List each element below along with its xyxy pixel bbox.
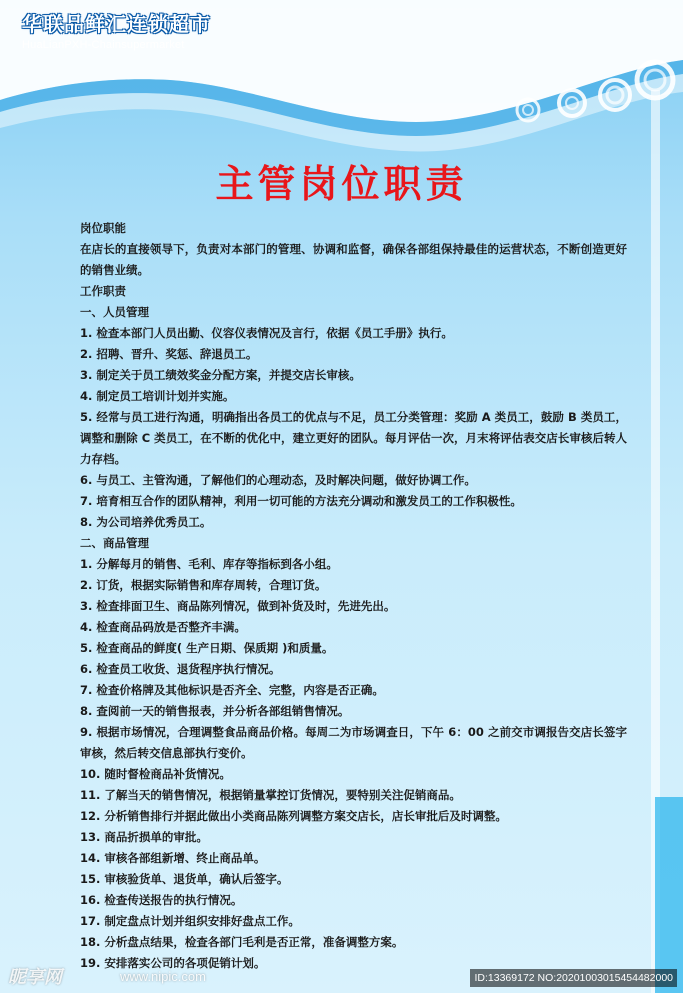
document-body bbox=[57, 218, 627, 974]
section-heading-personnel: 一、人员管理 bbox=[80, 305, 149, 319]
watermark-logo: 昵享网 bbox=[8, 967, 62, 988]
brand-name-cn: 华联品鲜汇连锁超市 bbox=[22, 12, 211, 36]
list-item: 4. 制定员工培训计划并实施。 bbox=[80, 389, 235, 403]
list-item: 14. 审核各部组新增、终止商品单。 bbox=[80, 851, 266, 865]
list-item: 12. 分析销售排行并据此做出小类商品陈列调整方案交店长，店长审批后及时调整。 bbox=[80, 809, 507, 823]
list-item: 9. 根据市场情况，合理调整食品商品价格。每周二为市场调查日，下午 6：00 之前交市调报告交店长签字审核，然后转交信息部执行变价。 bbox=[80, 725, 627, 760]
duties-heading: 工作职责 bbox=[80, 284, 126, 298]
list-item: 5. 检查商品的鲜度( 生产日期、保质期 )和质量。 bbox=[80, 641, 334, 655]
role-heading: 岗位职能 bbox=[80, 221, 126, 235]
list-item: 10. 随时督检商品补货情况。 bbox=[80, 767, 231, 781]
list-item: 3. 检查排面卫生、商品陈列情况，做到补货及时，先进先出。 bbox=[80, 599, 396, 613]
list-item: 11. 了解当天的销售情况，根据销量掌控订货情况，要特别关注促销商品。 bbox=[80, 788, 461, 802]
list-item: 13. 商品折损单的审批。 bbox=[80, 830, 208, 844]
list-item: 15. 审核验货单、退货单，确认后签字。 bbox=[80, 872, 289, 886]
watermark-url: www.nipic.com bbox=[120, 969, 206, 984]
brand-logo bbox=[22, 12, 211, 52]
list-item: 8. 为公司培养优秀员工。 bbox=[80, 515, 212, 529]
list-item: 5. 经常与员工进行沟通，明确指出各员工的优点与不足，员工分类管理：奖励 A 类员工，鼓励 B 类员工，调整和删除 C 类员工，在不断的优化中，建立更好的团队。每月评估一次，月末将评估表交店长审核后转人力存档。 bbox=[80, 410, 627, 466]
list-item: 6. 检查员工收货、退货程序执行情况。 bbox=[80, 662, 281, 676]
list-item: 17. 制定盘点计划并组织安排好盘点工作。 bbox=[80, 914, 300, 928]
list-item: 4. 检查商品码放是否整齐丰满。 bbox=[80, 620, 246, 634]
list-item: 7. 培育相互合作的团队精神，利用一切可能的方法充分调动和激发员工的工作积极性。 bbox=[80, 494, 522, 508]
role-text: 在店长的直接领导下，负责对本部门的管理、协调和监督，确保各部组保持最佳的运营状态，不断创造更好的销售业绩。 bbox=[80, 242, 627, 277]
list-item: 16. 检查传送报告的执行情况。 bbox=[80, 893, 243, 907]
list-item: 18. 分析盘点结果，检查各部门毛利是否正常，准备调整方案。 bbox=[80, 935, 404, 949]
list-item: 19. 安排落实公司的各项促销计划。 bbox=[80, 956, 266, 970]
list-item: 8. 查阅前一天的销售报表，并分析各部组销售情况。 bbox=[80, 704, 350, 718]
list-item: 7. 检查价格牌及其他标识是否齐全、完整，内容是否正确。 bbox=[80, 683, 384, 697]
list-item: 2. 订货，根据实际销售和库存周转，合理订货。 bbox=[80, 578, 327, 592]
list-item: 2. 招聘、晋升、奖惩、辞退员工。 bbox=[80, 347, 258, 361]
brand-name-en: HuaLianPXH-Chainsupermarket bbox=[22, 39, 185, 51]
section-heading-goods: 二、商品管理 bbox=[80, 536, 149, 550]
list-item: 6. 与员工、主管沟通，了解他们的心理动态，及时解决问题，做好协调工作。 bbox=[80, 473, 476, 487]
list-item: 1. 分解每月的销售、毛利、库存等指标到各小组。 bbox=[80, 557, 338, 571]
list-item: 1. 检查本部门人员出勤、仪容仪表情况及言行，依据《员工手册》执行。 bbox=[80, 326, 453, 340]
watermark-id: ID:13369172 NO:20201003015454482000 bbox=[470, 969, 677, 987]
list-item: 3. 制定关于员工绩效奖金分配方案，并提交店长审核。 bbox=[80, 368, 361, 382]
page-title: 主管岗位职责 bbox=[215, 161, 468, 206]
watermark-bar bbox=[0, 961, 683, 993]
